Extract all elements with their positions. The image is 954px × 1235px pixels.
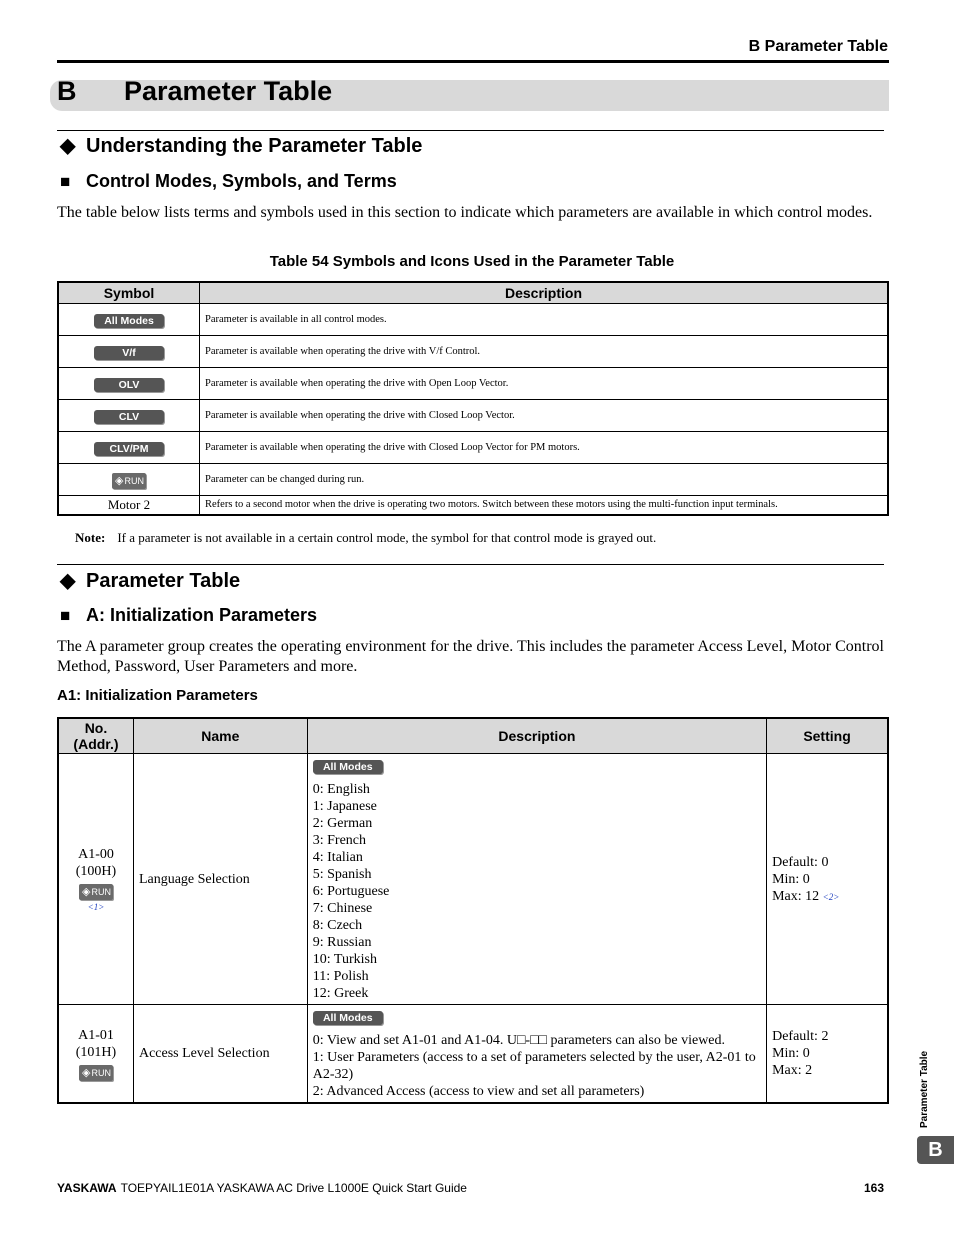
square-bullet-icon: ■ <box>60 172 71 191</box>
header-rule <box>57 60 889 63</box>
running-header: B Parameter Table <box>748 38 888 55</box>
subsection-title-control-modes <box>60 171 397 192</box>
parameter-number-cell <box>58 754 133 1005</box>
setting-default: Default: 2 <box>772 1029 829 1044</box>
parameter-setting <box>767 1005 888 1104</box>
footer-brand: YASKAWA <box>57 1181 117 1195</box>
run-icon: ◈ RUN <box>79 884 113 900</box>
list-item: 0: View and set A1-01 and A1-04. U□-□□ parameters can also be viewed. <box>312 1033 726 1048</box>
list-item: 2: German <box>312 816 373 831</box>
all-modes-badge: All Modes <box>313 1011 383 1025</box>
description-cell: Parameter is available when operating the drive with Closed Loop Vector for PM motors. <box>200 432 889 464</box>
parameter-address: (101H) <box>75 1044 117 1060</box>
parameter-number: A1-00 <box>78 847 114 862</box>
symbol-cell <box>58 464 200 496</box>
note-label: Note: <box>75 530 106 545</box>
footnote-link[interactable]: <2> <box>822 891 840 902</box>
description-cell: Parameter is available when operating the drive with Closed Loop Vector. <box>200 400 889 432</box>
section-title-understanding <box>60 133 422 158</box>
symbol-cell <box>58 336 200 368</box>
table-row <box>58 464 888 496</box>
table-row <box>58 304 888 336</box>
parameter-description <box>307 1005 766 1104</box>
run-icon: ◈ RUN <box>112 473 146 489</box>
intro-paragraph: The A parameter group creates the operating environment for the drive. This includes the parameter Access Level, Motor Control Method, Password, User Parameters and more. <box>57 638 884 675</box>
group-title: A1: Initialization Parameters <box>57 687 258 704</box>
table-row <box>58 400 888 432</box>
table-row-a1-01 <box>58 1005 888 1104</box>
table-caption: Table 54 Symbols and Icons Used in the Parameter Table <box>269 253 675 270</box>
chapter-title: Parameter Table <box>124 76 333 106</box>
list-item: 9: Russian <box>312 935 372 950</box>
parameter-number: A1-01 <box>78 1027 114 1043</box>
setting-default: Default: 0 <box>772 854 829 870</box>
setting-max: Max: 12 <box>772 888 820 904</box>
setting-min: Min: 0 <box>772 1046 810 1061</box>
symbol-cell <box>58 432 200 464</box>
column-header-no: No.(Addr.) <box>58 718 133 754</box>
table-header-row <box>58 282 888 304</box>
table-row <box>58 336 888 368</box>
footer-document <box>57 1181 467 1195</box>
table-row-a1-00 <box>58 754 888 1005</box>
list-item: 11: Polish <box>312 969 369 984</box>
all-modes-badge: All Modes <box>94 314 164 328</box>
parameter-table <box>57 717 889 1104</box>
list-item: 12: Greek <box>312 986 369 1001</box>
footnote-link[interactable]: <1> <box>87 902 105 912</box>
note-text: If a parameter is not available in a certain control mode, the symbol for that control mode is grayed out. <box>117 530 657 545</box>
parameter-name: Access Level Selection <box>133 1005 307 1104</box>
description-cell: Parameter can be changed during run. <box>200 464 889 496</box>
list-item: 1: Japanese <box>312 799 377 814</box>
section-title-text: Parameter Table <box>86 570 241 592</box>
symbol-cell <box>58 400 200 432</box>
list-item: 4: Italian <box>312 850 363 865</box>
symbol-cell <box>58 368 200 400</box>
vf-badge: V/f <box>94 346 164 360</box>
footer-doc-title: TOEPYAIL1E01A YASKAWA AC Drive L1000E Quick Start Guide <box>120 1181 467 1195</box>
run-icon: ◈ RUN <box>79 1065 113 1081</box>
table-row <box>58 368 888 400</box>
column-header-setting: Setting <box>767 718 888 754</box>
subsection-title-text: A: Initialization Parameters <box>86 605 318 625</box>
diamond-icon: ◈ <box>115 474 124 487</box>
column-header-description: Description <box>200 282 889 304</box>
section-title-text: Understanding the Parameter Table <box>86 135 423 157</box>
list-item: 1: User Parameters (access to a set of parameters selected by the user, A2-01 to A2-32) <box>312 1050 756 1082</box>
section-rule <box>57 130 884 131</box>
parameter-name: Language Selection <box>133 754 307 1005</box>
list-item: 0: English <box>312 782 370 797</box>
column-header-description: Description <box>307 718 766 754</box>
parameter-description <box>307 754 766 1005</box>
side-tab-label: Parameter Table <box>919 1050 930 1128</box>
list-item: 2: Advanced Access (access to view and set all parameters) <box>312 1084 645 1099</box>
side-tab-letter[interactable]: B <box>917 1136 954 1164</box>
subsection-title-initialization <box>60 605 317 626</box>
section-title-parameter-table <box>60 568 240 593</box>
subsection-title-text: Control Modes, Symbols, and Terms <box>86 171 397 191</box>
diamond-bullet-icon: ◆ <box>60 135 76 157</box>
setting-max-line <box>772 888 882 905</box>
note <box>75 530 656 546</box>
page-number: 163 <box>863 1181 884 1195</box>
parameter-address: (100H) <box>75 864 117 879</box>
symbols-table <box>57 281 889 516</box>
all-modes-badge: All Modes <box>313 760 383 774</box>
description-cell: Refers to a second motor when the drive is operating two motors. Switch between these motors using the multi-function input terminals. <box>200 496 889 515</box>
intro-paragraph: The table below lists terms and symbols used in this section to indicate which parameters are available in which control modes. <box>57 204 873 221</box>
description-cell: Parameter is available when operating the drive with V/f Control. <box>200 336 889 368</box>
description-cell: Parameter is available when operating the drive with Open Loop Vector. <box>200 368 889 400</box>
list-item: 7: Chinese <box>312 901 373 916</box>
olv-badge: OLV <box>94 378 164 392</box>
list-item: 6: Portuguese <box>312 884 390 899</box>
symbol-cell <box>58 304 200 336</box>
parameter-number-cell <box>58 1005 133 1104</box>
parameter-setting <box>767 754 888 1005</box>
clv-badge: CLV <box>94 410 164 424</box>
table-row <box>58 432 888 464</box>
section-rule <box>57 564 884 565</box>
table-header-row <box>58 718 888 754</box>
chapter-letter: B <box>57 76 77 106</box>
diamond-icon: ◈ <box>81 1066 91 1079</box>
setting-max: Max: 2 <box>772 1063 813 1078</box>
description-cell: Parameter is available in all control modes. <box>200 304 889 336</box>
column-header-name: Name <box>133 718 307 754</box>
list-item: 3: French <box>312 833 367 848</box>
list-item: 8: Czech <box>312 918 363 933</box>
clv-pm-badge: CLV/PM <box>94 442 164 456</box>
symbol-cell: Motor 2 <box>58 496 200 515</box>
list-item: 5: Spanish <box>312 867 372 882</box>
list-item: 10: Turkish <box>312 952 377 967</box>
column-header-symbol: Symbol <box>58 282 200 304</box>
square-bullet-icon: ■ <box>60 606 71 625</box>
table-row <box>58 496 888 515</box>
diamond-bullet-icon: ◆ <box>60 570 76 592</box>
diamond-icon: ◈ <box>81 886 91 898</box>
setting-min: Min: 0 <box>772 871 810 887</box>
